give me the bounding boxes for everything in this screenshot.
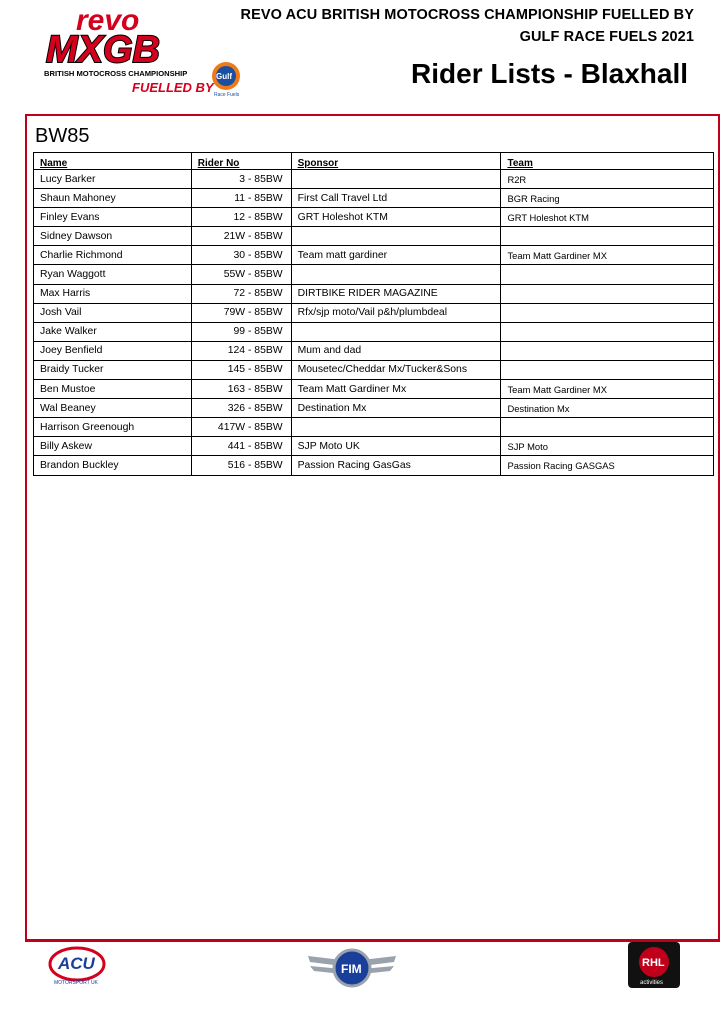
cell-sponsor: [291, 227, 501, 246]
cell-sponsor: [291, 418, 501, 437]
fim-logo-text: FIM: [341, 962, 362, 976]
cell-name: Braidy Tucker: [34, 360, 192, 379]
cell-rider-no: 3 - 85BW: [191, 170, 291, 189]
rhl-logo-text: RHL: [642, 957, 665, 969]
cell-name: Lucy Barker: [34, 170, 192, 189]
cell-name: Brandon Buckley: [34, 456, 192, 475]
cell-team: BGR Racing: [501, 189, 714, 208]
cell-rider-no: 12 - 85BW: [191, 208, 291, 227]
logo-revo-text: revo: [76, 6, 140, 37]
table-row: [34, 322, 714, 341]
table-row: [34, 303, 714, 322]
cell-team: SJP Moto: [501, 437, 714, 456]
cell-team: [501, 322, 714, 341]
cell-team: GRT Holeshot KTM: [501, 208, 714, 227]
logo-mxgb-text: MXGB: [46, 29, 160, 71]
cell-name: Josh Vail: [34, 303, 192, 322]
cell-team: [501, 284, 714, 303]
cell-sponsor: [291, 265, 501, 284]
rider-table: [33, 152, 714, 476]
header-name: Name: [34, 153, 192, 170]
cell-name: Ben Mustoe: [34, 380, 192, 399]
cell-sponsor: [291, 170, 501, 189]
fim-logo: [306, 944, 398, 996]
table-row: [34, 284, 714, 303]
cell-rider-no: 441 - 85BW: [191, 437, 291, 456]
table-row: [34, 227, 714, 246]
cell-name: Finley Evans: [34, 208, 192, 227]
cell-name: Joey Benfield: [34, 341, 192, 360]
cell-sponsor: [291, 322, 501, 341]
cell-rider-no: 417W - 85BW: [191, 418, 291, 437]
cell-team: [501, 227, 714, 246]
header-sponsor: Sponsor: [291, 153, 501, 170]
document-title-line2: GULF RACE FUELS 2021: [519, 29, 694, 45]
cell-sponsor: SJP Moto UK: [291, 437, 501, 456]
document-title-line1: REVO ACU BRITISH MOTOCROSS CHAMPIONSHIP FUELLED BY: [240, 7, 694, 23]
cell-team: Passion Racing GASGAS: [501, 456, 714, 475]
cell-rider-no: 72 - 85BW: [191, 284, 291, 303]
cell-name: Ryan Waggott: [34, 265, 192, 284]
cell-sponsor: Team matt gardiner: [291, 246, 501, 265]
logo-tagline: BRITISH MOTOCROSS CHAMPIONSHIP: [44, 69, 188, 78]
cell-name: Sidney Dawson: [34, 227, 192, 246]
cell-team: [501, 341, 714, 360]
cell-rider-no: 79W - 85BW: [191, 303, 291, 322]
rhl-logo-subtext: activities: [640, 980, 664, 986]
acu-logo-text: ACU: [58, 954, 95, 973]
cell-rider-no: 124 - 85BW: [191, 341, 291, 360]
cell-sponsor: GRT Holeshot KTM: [291, 208, 501, 227]
table-row: [34, 265, 714, 284]
cell-sponsor: Rfx/sjp moto/Vail p&h/plumbdeal: [291, 303, 501, 322]
cell-name: Jake Walker: [34, 322, 192, 341]
cell-name: Billy Askew: [34, 437, 192, 456]
cell-sponsor: Team Matt Gardiner Mx: [291, 380, 501, 399]
header-rider-no: Rider No: [191, 153, 291, 170]
table-row: [34, 437, 714, 456]
cell-rider-no: 55W - 85BW: [191, 265, 291, 284]
cell-team: [501, 418, 714, 437]
cell-sponsor: Mousetec/Cheddar Mx/Tucker&Sons: [291, 360, 501, 379]
cell-rider-no: 30 - 85BW: [191, 246, 291, 265]
cell-rider-no: 145 - 85BW: [191, 360, 291, 379]
table-row: [34, 189, 714, 208]
cell-team: R2R: [501, 170, 714, 189]
cell-rider-no: 326 - 85BW: [191, 399, 291, 418]
cell-team: Destination Mx: [501, 399, 714, 418]
logo-fuelled-by: FUELLED BY: [132, 80, 214, 95]
table-row: [34, 208, 714, 227]
cell-sponsor: DIRTBIKE RIDER MAGAZINE: [291, 284, 501, 303]
cell-rider-no: 516 - 85BW: [191, 456, 291, 475]
cell-team: Team Matt Gardiner MX: [501, 380, 714, 399]
cell-team: [501, 303, 714, 322]
table-row: [34, 380, 714, 399]
cell-rider-no: 21W - 85BW: [191, 227, 291, 246]
table-row: [34, 456, 714, 475]
cell-rider-no: 99 - 85BW: [191, 322, 291, 341]
cell-name: Charlie Richmond: [34, 246, 192, 265]
cell-rider-no: 163 - 85BW: [191, 380, 291, 399]
document-subtitle: Rider Lists - Blaxhall: [411, 58, 688, 89]
revo-mxgb-logo: [38, 6, 248, 98]
cell-name: Max Harris: [34, 284, 192, 303]
gulf-logo-text: Gulf: [216, 72, 232, 81]
cell-rider-no: 11 - 85BW: [191, 189, 291, 208]
gulf-logo-subtext: Race Fuels: [214, 92, 240, 98]
table-row: [34, 418, 714, 437]
acu-logo: [48, 944, 106, 986]
cell-name: Shaun Mahoney: [34, 189, 192, 208]
table-row: [34, 360, 714, 379]
table-row: [34, 341, 714, 360]
cell-sponsor: First Call Travel Ltd: [291, 189, 501, 208]
cell-name: Wal Beaney: [34, 399, 192, 418]
table-header-row: [34, 153, 714, 170]
document-title: [224, 4, 694, 48]
table-row: [34, 246, 714, 265]
cell-name: Harrison Greenough: [34, 418, 192, 437]
cell-team: [501, 265, 714, 284]
cell-sponsor: Destination Mx: [291, 399, 501, 418]
header-team: Team: [501, 153, 714, 170]
rhl-activities-logo: [628, 942, 680, 988]
table-row: [34, 399, 714, 418]
cell-team: Team Matt Gardiner MX: [501, 246, 714, 265]
table-row: [34, 170, 714, 189]
cell-sponsor: Mum and dad: [291, 341, 501, 360]
class-heading: BW85: [35, 125, 90, 147]
acu-logo-subtext: MOTORSPORT UK: [54, 980, 98, 986]
cell-team: [501, 360, 714, 379]
cell-sponsor: Passion Racing GasGas: [291, 456, 501, 475]
